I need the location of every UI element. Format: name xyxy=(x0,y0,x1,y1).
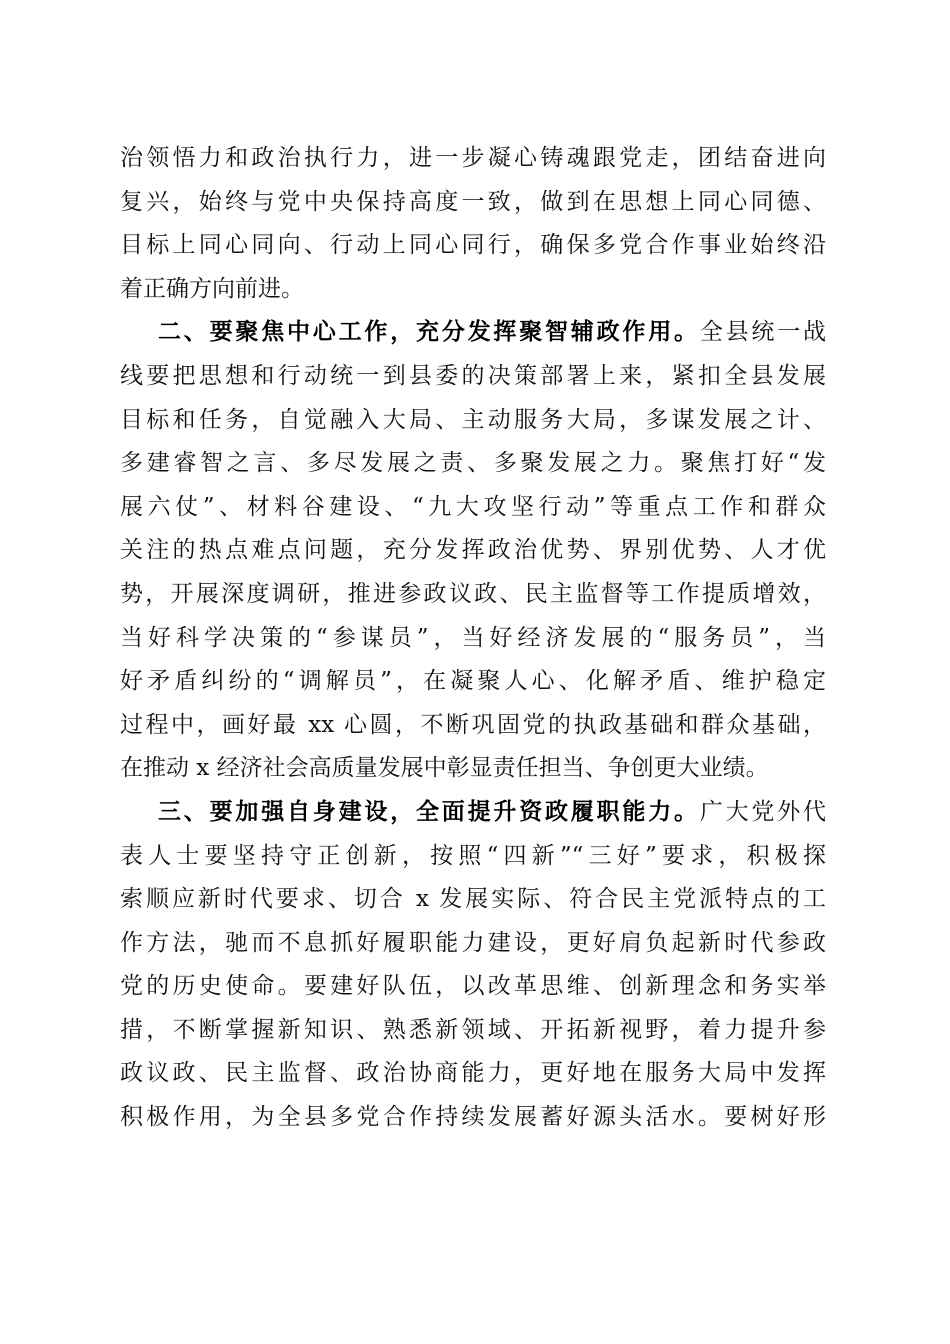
text-line: 作方法，驰而不息抓好履职能力建设，更好肩负起新时代参政 xyxy=(120,929,826,956)
text-line: 治领悟力和政治执行力，进一步凝心铸魂跟党走，团结奋进向 xyxy=(120,145,826,171)
paragraph-section-three xyxy=(120,791,826,1140)
text-line: 积极作用，为全县多党合作持续发展蓄好源头活水。要树好形 xyxy=(120,1104,826,1131)
text-line: 在推动 x 经济社会高质量发展中彰显责任担当、争创更大业绩。 xyxy=(120,755,769,782)
text-line: 措，不断掌握新知识、熟悉新领域、开拓新视野，着力提升参 xyxy=(120,1016,826,1043)
text-line: 展六仗”、材料谷建设、“九大攻坚行动”等重点工作和群众 xyxy=(120,493,826,520)
text-run: 全县统一战 xyxy=(699,319,827,346)
paragraph-intro-continuation xyxy=(120,137,826,311)
text-line-with-heading xyxy=(120,311,826,355)
text-line-with-heading xyxy=(120,791,826,835)
text-line: 势，开展深度调研，推进参政议政、民主监督等工作提质增效， xyxy=(120,580,826,607)
text-line: 当好科学决策的“参谋员”，当好经济发展的“服务员”，当 xyxy=(120,624,826,651)
text-line: 党的历史使命。要建好队伍，以改革思维、创新理念和务实举 xyxy=(120,973,826,1000)
text-line: 多建睿智之言、多尽发展之责、多聚发展之力。聚焦打好“发 xyxy=(120,450,826,477)
text-line: 过程中，画好最 xx 心圆，不断巩固党的执政基础和群众基础， xyxy=(120,711,826,738)
text-line: 着正确方向前进。 xyxy=(120,275,304,302)
text-line: 好矛盾纠纷的“调解员”，在凝聚人心、化解矛盾、维护稳定 xyxy=(120,668,826,695)
text-line: 索顺应新时代要求、切合 x 发展实际、符合民主党派特点的工 xyxy=(120,886,826,913)
paragraph-section-two xyxy=(120,311,826,791)
section-heading: 二、要聚焦中心工作，充分发挥聚智辅政作用。 xyxy=(158,319,700,346)
text-line: 表人士要坚持守正创新，按照“四新”“三好”要求，积极探 xyxy=(120,842,826,869)
text-line: 目标上同心同向、行动上同心同行，确保多党合作事业始终沿 xyxy=(120,232,826,259)
text-line: 关注的热点难点问题，充分发挥政治优势、界别优势、人才优 xyxy=(120,537,826,564)
section-heading: 三、要加强自身建设，全面提升资政履职能力。 xyxy=(158,798,700,825)
text-line: 线要把思想和行动统一到县委的决策部署上来，紧扣全县发展 xyxy=(120,362,826,389)
text-run: 广大党外代 xyxy=(699,798,827,825)
text-line: 复兴，始终与党中央保持高度一致，做到在思想上同心同德、 xyxy=(120,188,826,215)
document-body xyxy=(120,137,826,1140)
text-line: 目标和任务，自觉融入大局、主动服务大局，多谋发展之计、 xyxy=(120,406,826,433)
text-line: 政议政、民主监督、政治协商能力，更好地在服务大局中发挥 xyxy=(120,1060,826,1087)
